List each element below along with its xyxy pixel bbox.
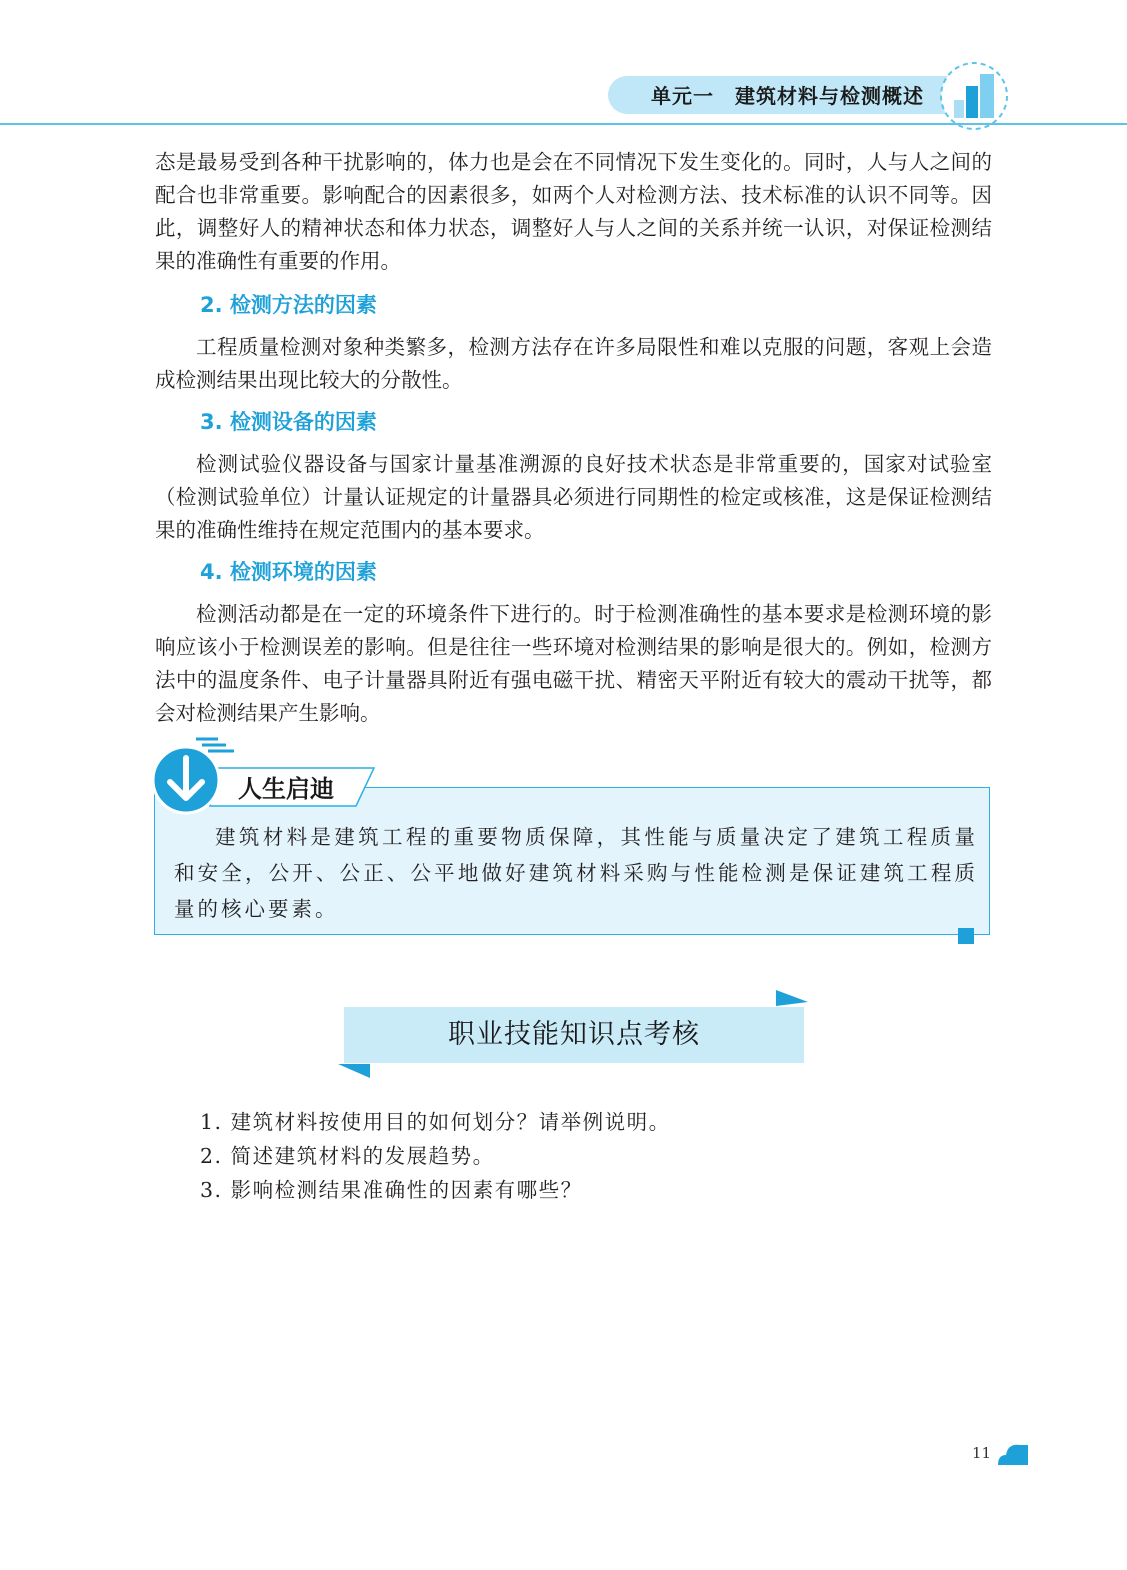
insight-text: 建筑材料是建筑工程的重要物质保障，其性能与质量决定了建筑工程质量和安全，公开、公正、公平地做好建筑材料采购与性能检测是保证建筑工程质量的核心要素。 [174,825,978,921]
question-item: 2. 简述建筑材料的发展趋势。 [200,1144,495,1168]
section-text-4: 检测活动都是在一定的环境条件下进行的。时于检测准确性的基本要求是检测环境的影响应该小于检测误差的影响。但是往往一些环境对检测结果的影响是很大的。例如，检测方法中的温度条件、电子计量器具附近有强电磁干扰、精密天平附近有较大的震动干扰等，都会对检测结果产生影响。 [155,602,992,725]
insight-title: 人生启迪 [238,775,334,803]
cloud-icon [996,1443,1028,1465]
section-heading-4: 4. 检测环境的因素 [200,560,377,584]
assessment-title: 职业技能知识点考核 [448,1019,700,1050]
section-heading-3: 3. 检测设备的因素 [200,410,377,434]
corner-square [958,928,974,944]
section-text-3: 检测试验仪器设备与国家计量基准溯源的良好技术状态是非常重要的，国家对试验室（检测试验单位）计量认证规定的计量器具必须进行同期性的检定或核准，这是保证检测结果的准确性维持在规定范围内的基本要求。 [155,452,992,542]
buildings-icon [938,60,1010,132]
page-number: 11 [972,1444,992,1462]
unit-title: 单元一 建筑材料与检测概述 [651,84,924,108]
question-list [200,1105,671,1207]
question-item: 1. 建筑材料按使用目的如何划分？请举例说明。 [200,1110,671,1134]
section-heading-2: 2. 检测方法的因素 [200,293,377,317]
question-item: 3. 影响检测结果准确性的因素有哪些？ [200,1178,583,1202]
paragraph-1: 态是最易受到各种干扰影响的，体力也是会在不同情况下发生变化的。同时，人与人之间的配合也非常重要。影响配合的因素很多，如两个人对检测方法、技术标准的认识不同等。因此，调整好人的精神状态和体力状态，调整好人与人之间的关系并统一认识，对保证检测结果的准确性有重要的作用。 [155,150,992,273]
speed-lines-icon [196,739,234,751]
header-rule [0,123,1127,125]
section-text-2: 工程质量检测对象种类繁多，检测方法存在许多局限性和难以克服的问题，客观上会造成检测结果出现比较大的分散性。 [155,335,992,392]
